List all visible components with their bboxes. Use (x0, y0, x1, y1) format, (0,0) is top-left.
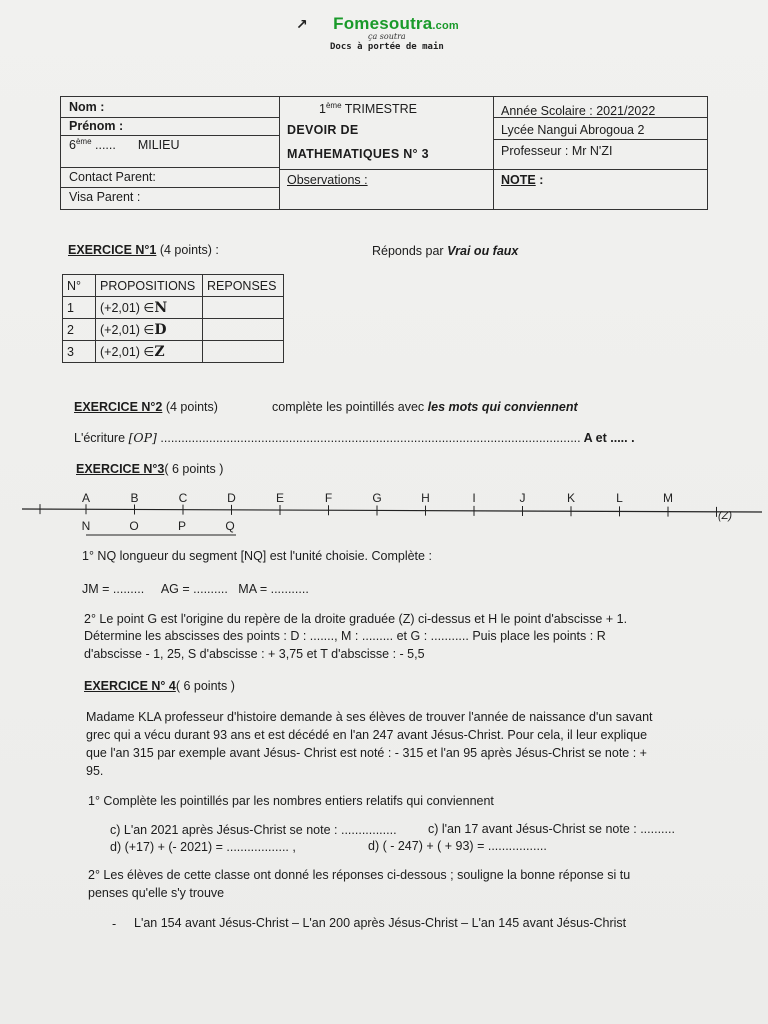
table-row (63, 341, 284, 363)
header-table (60, 96, 708, 210)
note-label: NOTE : (501, 173, 544, 187)
divider (61, 187, 279, 188)
point-label-e: E (275, 491, 285, 505)
axis-label-z: (Z) (718, 510, 733, 522)
ex1-title: EXERCICE N°1 (4 points) : (68, 243, 219, 257)
ex3-question-2-line3: d'abscisse - 1, 25, S d'abscisse : + 3,75 et T d'abscisse : - 5,5 (84, 647, 425, 661)
ex3-question-1-answers: JM = ......... AG = .......... MA = ........... (82, 582, 309, 596)
ex4-intro-line3: que l'an 315 par exemple avant Jésus- Christ est noté : - 315 et l'an 95 après Jésus-Christ se note : + (86, 746, 647, 760)
ex3-question-2-line1: 2° Le point G est l'origine du repère de la droite graduée (Z) ci-dessus et H le point d'abscisse + 1. (84, 612, 628, 626)
ex4-intro-line4: 95. (86, 764, 104, 778)
point-label-b: B (130, 491, 139, 505)
observations-label: Observations : (287, 173, 368, 187)
divider (493, 139, 707, 140)
point-label-o: O (129, 519, 139, 533)
row-response-cell[interactable] (203, 297, 284, 319)
table-row (63, 297, 284, 319)
point-label-f: F (324, 491, 333, 505)
ex4-question-2-line1: 2° Les élèves de cette classe ont donné les réponses ci-dessous ; souligne la bonne réponse si tu (88, 868, 631, 882)
col-header-num: N° (63, 275, 96, 297)
row-response-cell[interactable] (203, 341, 284, 363)
trimestre-label: 1ème TRIMESTRE (319, 101, 417, 117)
point-label-h: H (421, 491, 430, 505)
col-header-propositions: PROPOSITIONS (96, 275, 203, 297)
ex2-instruction: complète les pointillés avec les mots qui conviennent (272, 400, 578, 414)
devoir-title-line2: MATHEMATIQUES N° 3 (287, 147, 429, 161)
ex4-title: EXERCICE N° 4( 6 points ) (84, 679, 235, 693)
point-label-j: J (519, 491, 526, 505)
number-line-axis (22, 509, 762, 512)
divider (61, 167, 279, 168)
divider (61, 117, 279, 118)
professeur-name: Professeur : Mr N'ZI (501, 144, 613, 158)
divider (61, 135, 279, 136)
row-proposition: (+2,01) ∈Z (96, 341, 203, 363)
ex4-item-c-left: c) L'an 2021 après Jésus-Christ se note : ................ (110, 823, 397, 837)
row-proposition: (+2,01) ∈N (96, 297, 203, 319)
ex2-line: L'écriture [OP] ......................................................................................................................... A et ..... . (74, 430, 635, 445)
ex4-options-dash: - (112, 917, 117, 931)
prenom-label: Prénom : (69, 119, 124, 133)
contact-parent-label: Contact Parent: (69, 170, 156, 184)
ex4-question-1: 1° Complète les pointillés par les nombres entiers relatifs qui conviennent (88, 794, 494, 808)
divider (279, 169, 707, 170)
ex4-intro-line1: Madame KLA professeur d'histoire demande à ses élèves de trouver l'année de naissance d'un savant (86, 710, 653, 724)
row-response-cell[interactable] (203, 319, 284, 341)
row-num: 1 (63, 297, 96, 319)
point-label-c: C (178, 491, 188, 505)
divider (279, 97, 280, 209)
annee-scolaire: Année Scolaire : 2021/2022 (501, 104, 656, 118)
site-logo (296, 14, 496, 52)
ex4-item-d-right: d) ( - 247) + ( + 93) = ................. (368, 839, 547, 853)
point-label-m: M (663, 491, 673, 505)
table-row (63, 319, 284, 341)
point-label-n: N (81, 519, 91, 533)
number-line-bottom-labels (82, 519, 235, 533)
row-num: 3 (63, 341, 96, 363)
lycee-name: Lycée Nangui Abrogoua 2 (501, 123, 645, 137)
ex4-item-c-right: c) l'an 17 avant Jésus-Christ se note : .......... (428, 822, 675, 836)
point-label-l: L (616, 491, 623, 505)
logo-tagline: Docs à portée de main (330, 42, 444, 52)
table-header-row (63, 275, 284, 297)
divider (493, 97, 494, 209)
point-label-a: A (81, 491, 91, 505)
number-line-diagram (22, 490, 762, 550)
row-num: 2 (63, 319, 96, 341)
point-label-d: D (227, 491, 236, 505)
point-label-k: K (566, 491, 576, 505)
devoir-title-line1: DEVOIR DE (287, 123, 359, 137)
ex1-table (62, 274, 284, 363)
logo-slogan: ça soutra (368, 32, 406, 41)
point-label-i: I (472, 491, 476, 505)
number-line-top-labels (82, 491, 673, 505)
ex3-title: EXERCICE N°3( 6 points ) (76, 462, 224, 476)
ex4-question-2-line2: penses qu'elle s'y trouve (88, 886, 225, 900)
point-label-q: Q (225, 519, 235, 533)
ex3-question-2-line2: Détermine les abscisses des points : D : ......., M : ......... et G : ........... Puis place les points : R (84, 629, 606, 643)
row-proposition: (+2,01) ∈D (96, 319, 203, 341)
ex4-item-d-left: d) (+17) + (- 2021) = .................. , (110, 840, 296, 854)
ex2-title: EXERCICE N°2 (4 points) (74, 400, 218, 414)
point-label-p: P (177, 519, 187, 533)
classe-label: 6ème ...... MILIEU (69, 137, 180, 153)
logo-mark-icon: ↗ (296, 16, 308, 32)
ex4-intro-line2: grec qui a vécu durant 93 ans et est décédé en l'an 247 avant Jésus-Christ. Pour cela, il leur explique (86, 728, 648, 742)
nom-label: Nom : (69, 100, 105, 114)
col-header-reponses: REPONSES (203, 275, 284, 297)
visa-parent-label: Visa Parent : (69, 190, 141, 204)
logo-name: Fomesoutra.com (333, 14, 459, 33)
ex1-instruction: Réponds par Vrai ou faux (372, 244, 519, 258)
ex3-question-1: 1° NQ longueur du segment [NQ] est l'unité choisie. Complète : (82, 549, 432, 563)
point-label-g: G (372, 491, 382, 505)
ex4-options: L'an 154 avant Jésus-Christ – L'an 200 après Jésus-Christ – L'an 145 avant Jésus-Christ (134, 916, 627, 930)
